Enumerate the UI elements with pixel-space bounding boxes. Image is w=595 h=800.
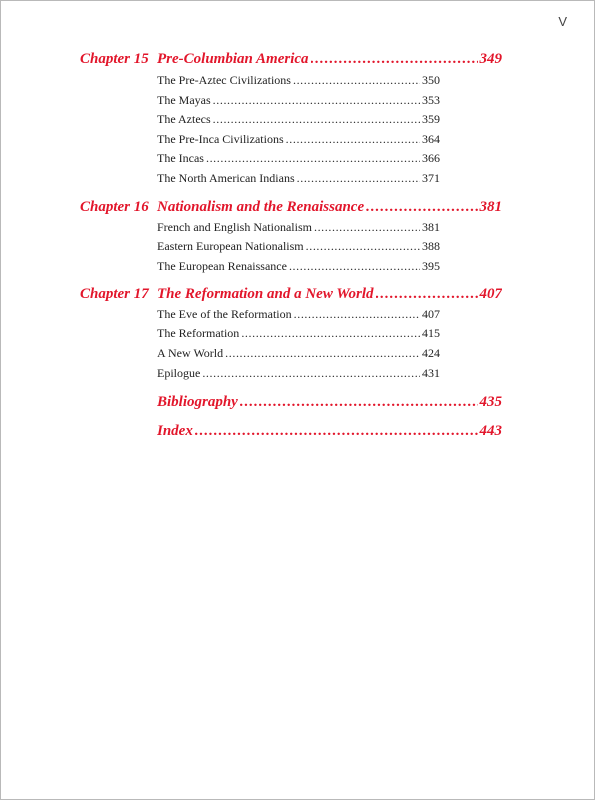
dot-leader bbox=[241, 326, 420, 341]
dot-leader bbox=[293, 73, 420, 88]
toc-section-entry[interactable] bbox=[157, 346, 440, 361]
chapter-15-heading[interactable] bbox=[80, 51, 502, 68]
dot-leader bbox=[306, 239, 420, 254]
dot-leader bbox=[225, 346, 420, 361]
section-page: 424 bbox=[422, 346, 440, 360]
section-page: 371 bbox=[422, 171, 440, 185]
toc-section-entry[interactable] bbox=[157, 93, 440, 108]
section-title: The Incas bbox=[157, 151, 204, 165]
toc-section-entry[interactable] bbox=[157, 220, 440, 235]
section-title: French and English Nationalism bbox=[157, 220, 312, 234]
back-matter-title: Bibliography bbox=[157, 394, 238, 410]
toc-section-entry[interactable] bbox=[157, 112, 440, 127]
section-title: The North American Indians bbox=[157, 171, 295, 185]
dot-leader bbox=[213, 112, 420, 127]
toc-section-entry[interactable] bbox=[157, 326, 440, 341]
section-title: The Mayas bbox=[157, 93, 211, 107]
page-number: V bbox=[558, 14, 567, 29]
chapter-page: 381 bbox=[479, 199, 502, 215]
chapter-number: Chapter 15 bbox=[80, 51, 149, 67]
dot-leader bbox=[314, 220, 420, 235]
dot-leader bbox=[202, 366, 420, 381]
bibliography-entry[interactable] bbox=[157, 394, 502, 411]
section-title: The Pre-Inca Civilizations bbox=[157, 132, 284, 146]
dot-leader bbox=[376, 286, 478, 303]
back-matter-page: 435 bbox=[479, 394, 502, 410]
section-page: 359 bbox=[422, 112, 440, 126]
chapter-title: Nationalism and the Renaissance bbox=[157, 199, 365, 215]
dot-leader bbox=[366, 199, 477, 216]
section-title: The Eve of the Reformation bbox=[157, 307, 292, 321]
back-matter-page: 443 bbox=[479, 423, 502, 439]
section-page: 366 bbox=[422, 151, 440, 165]
toc-section-entry[interactable] bbox=[157, 132, 440, 147]
toc-section-entry[interactable] bbox=[157, 307, 440, 322]
section-title: Epilogue bbox=[157, 366, 201, 380]
chapter-page: 349 bbox=[479, 51, 502, 67]
chapter-17-heading[interactable] bbox=[80, 286, 502, 303]
section-page: 364 bbox=[422, 132, 440, 146]
dot-leader bbox=[206, 151, 420, 166]
section-title: Eastern European Nationalism bbox=[157, 239, 304, 253]
dot-leader bbox=[195, 423, 478, 440]
section-page: 431 bbox=[422, 366, 440, 380]
chapter-number: Chapter 16 bbox=[80, 199, 149, 215]
section-page: 388 bbox=[422, 239, 440, 253]
section-page: 395 bbox=[422, 259, 440, 273]
toc-section-entry[interactable] bbox=[157, 73, 440, 88]
section-title: The Pre-Aztec Civilizations bbox=[157, 73, 291, 87]
section-title: The Reformation bbox=[157, 326, 240, 340]
section-title: A New World bbox=[157, 346, 224, 360]
section-page: 415 bbox=[422, 326, 440, 340]
section-page: 350 bbox=[422, 73, 440, 87]
chapter-16-heading[interactable] bbox=[80, 199, 502, 216]
back-matter-title: Index bbox=[157, 423, 193, 439]
toc-section-entry[interactable] bbox=[157, 151, 440, 166]
dot-leader bbox=[240, 394, 478, 411]
dot-leader bbox=[311, 51, 478, 68]
dot-leader bbox=[286, 132, 420, 147]
chapter-title: The Reformation and a New World bbox=[157, 286, 374, 302]
chapter-number: Chapter 17 bbox=[80, 286, 149, 302]
section-page: 407 bbox=[422, 307, 440, 321]
section-page: 381 bbox=[422, 220, 440, 234]
section-title: The Aztecs bbox=[157, 112, 211, 126]
dot-leader bbox=[294, 307, 420, 322]
dot-leader bbox=[289, 259, 420, 274]
dot-leader bbox=[213, 93, 420, 108]
toc-section-entry[interactable] bbox=[157, 171, 440, 186]
toc-section-entry[interactable] bbox=[157, 239, 440, 254]
section-page: 353 bbox=[422, 93, 440, 107]
toc-section-entry[interactable] bbox=[157, 366, 440, 381]
dot-leader bbox=[297, 171, 420, 186]
index-entry[interactable] bbox=[157, 423, 502, 440]
section-title: The European Renaissance bbox=[157, 259, 287, 273]
chapter-page: 407 bbox=[479, 286, 502, 302]
chapter-title: Pre-Columbian America bbox=[157, 51, 309, 67]
toc-section-entry[interactable] bbox=[157, 259, 440, 274]
